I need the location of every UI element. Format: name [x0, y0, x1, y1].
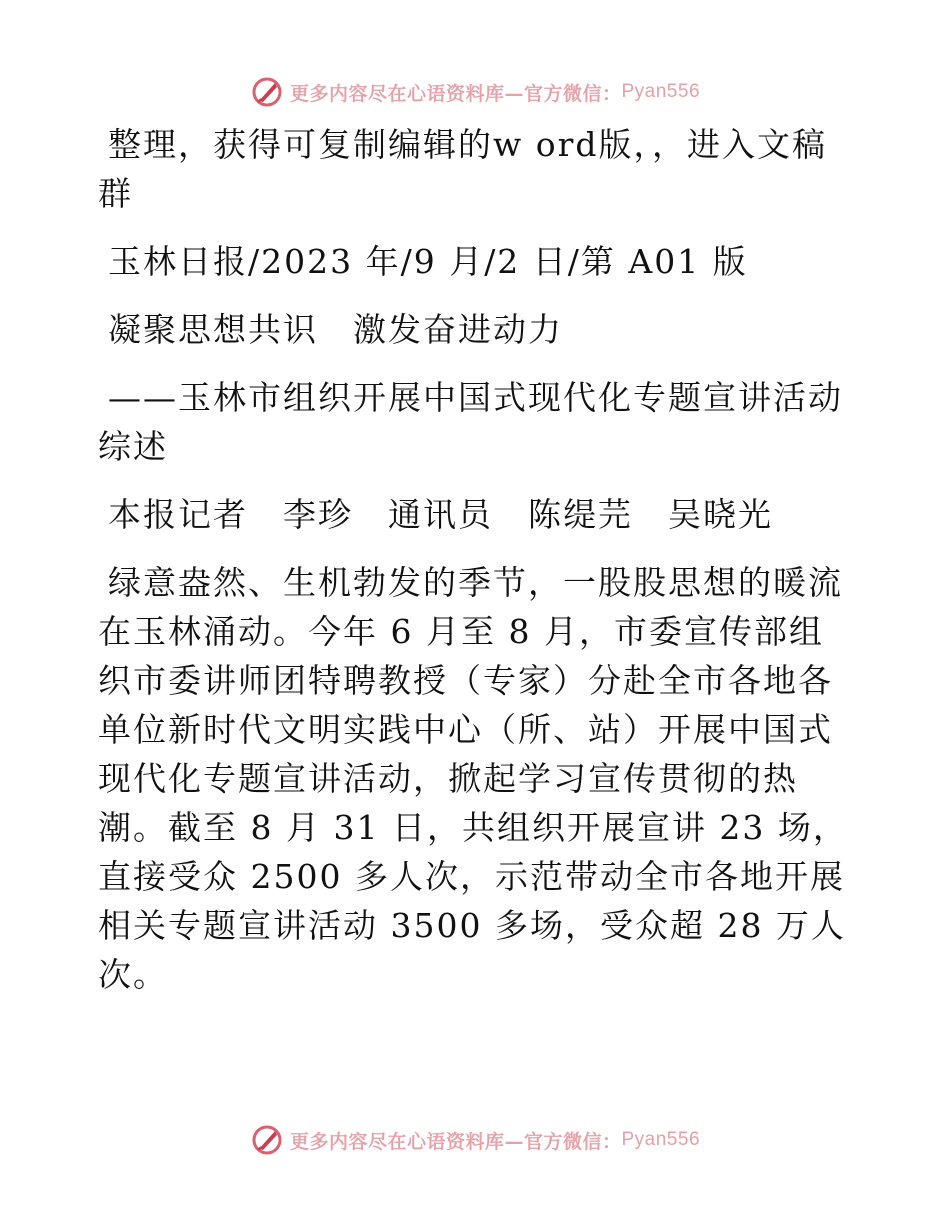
source-line: 玉林日报/2023 年/9 月/2 日/第 A01 版	[108, 242, 748, 281]
document-body	[98, 120, 858, 1018]
watermark-text: 更多内容尽在心语资料库—官方微信：	[289, 82, 622, 105]
headline: 凝聚思想共识 激发奋进动力	[108, 310, 563, 349]
header-watermark	[0, 72, 950, 112]
quill-logo-icon	[250, 75, 284, 109]
watermark-id: Pyan556	[621, 81, 701, 102]
intro-paragraph: 整理，获得可复制编辑的w ord版，，进入文稿群	[98, 125, 828, 213]
quill-logo-icon	[250, 1123, 284, 1157]
watermark-id: Pyan556	[621, 1129, 701, 1150]
byline: 本报记者 李珍 通讯员 陈缇芫 吴晓光	[108, 495, 773, 534]
subheadline: ——玉林市组织开展中国式现代化专题宣讲活动综述	[98, 378, 843, 466]
watermark-text: 更多内容尽在心语资料库—官方微信：	[289, 1130, 622, 1153]
body-paragraph: 绿意盎然、生机勃发的季节，一股股思想的暖流在玉林涌动。今年 6 月至 8 月，市委宣传部组织市委讲师团特聘教授（专家）分赴全市各地各单位新时代文明实践中心（所、站）开展中国式现代化专题宣讲活动，掀起学习宣传贯彻的热潮。截至 8 月 31 日，共组织开展宣讲 23 场，直接受众 2500 多人次，示范带动全市各地开展相关专题宣讲活动 3500 多场，受众超 28 万人次。	[98, 563, 848, 994]
footer-watermark	[0, 1120, 950, 1160]
